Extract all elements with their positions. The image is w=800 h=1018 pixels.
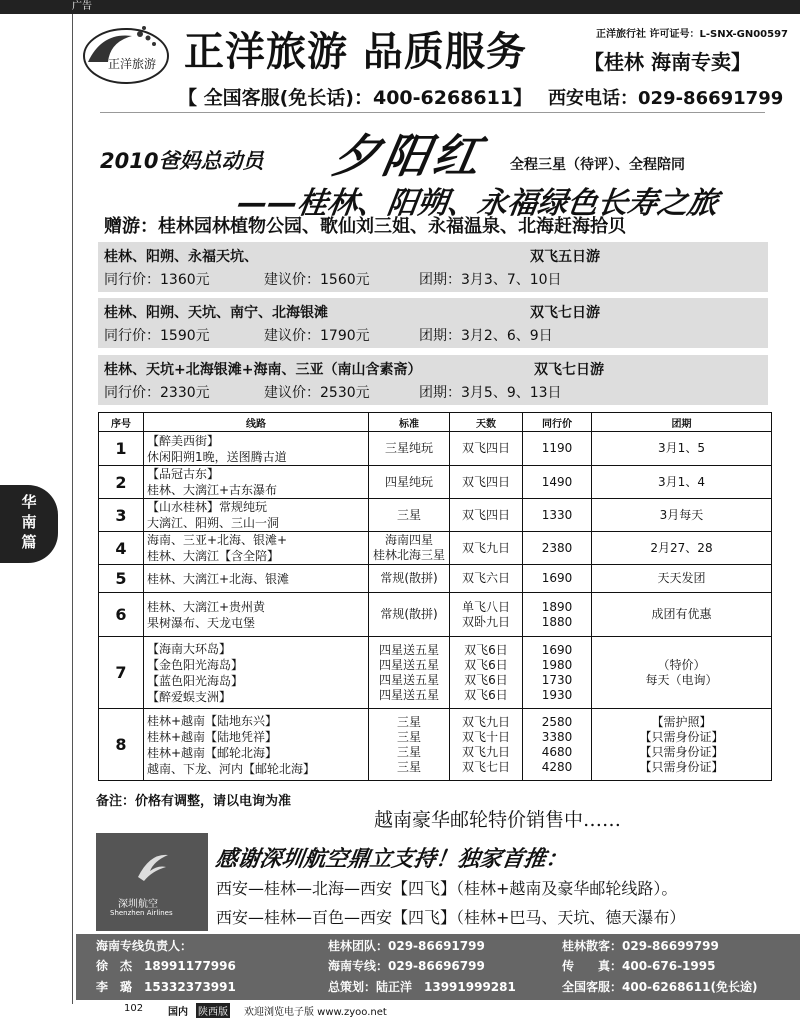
row-dates-line: （特价） [657,657,706,672]
airline-name-en: Shenzhen Airlines [110,909,173,917]
guilin-team-phone: 桂林团队：029-86691799 [328,939,485,953]
gift-line: 赠游：桂林园林植物公园、歌仙刘三姐、永福温泉、北海赶海拾贝 [104,216,626,237]
footer-site: 欢迎浏览电子版 www.zyoo.net [244,1007,387,1018]
promo-theme: ——桂林、阳朔、永福绿色长寿之旅 [235,186,720,221]
row-dates-line: 3月1、4 [658,474,705,489]
row-days [450,593,523,637]
row-price [523,637,592,709]
row-days-line: 双飞十日 [461,729,510,744]
row-days-line: 双飞九日 [461,540,510,555]
row-standard-line: 四星送五星 [378,642,439,657]
cruise-banner: 越南豪华邮轮特价销售中…… [374,809,622,831]
suggested-price: 建议价：2530元 [264,385,370,401]
xian-phone: 西安电话：029-86691799 [548,88,784,109]
suggested-price: 建议价：1560元 [264,272,370,288]
row-price-line: 3380 [541,729,573,744]
row-days [450,565,523,593]
contact-li: 李 璐 15332373991 [96,980,236,994]
row-price [523,499,592,532]
row-standard-line: 三星 [396,744,421,759]
row-route [144,499,369,532]
row-route [144,709,369,781]
package-route: 桂林、阳朔、天坑、南宁、北海银滩 [104,305,328,321]
row-standard-line: 四星纯玩 [384,474,433,489]
row-days [450,499,523,532]
row-price-line: 1490 [541,474,573,489]
row-standard-line: 桂林北海三星 [372,548,445,562]
row-standard [369,532,450,565]
row-price-line: 1730 [541,672,573,687]
row-dates [592,593,772,637]
row-price [523,432,592,466]
table-row [99,499,772,532]
fax-number: 传 真：400-676-1995 [562,959,716,973]
package-card [98,242,768,292]
row-price-line: 2580 [541,714,573,729]
row-standard-line: 三星 [396,714,421,729]
row-days [450,532,523,565]
logo-text: 正洋旅游 [107,57,157,71]
header-divider [100,112,765,113]
row-days-line: 双飞四日 [461,474,510,489]
row-dates-line: 【只需身份证】 [639,759,724,774]
row-standard-line: 海南四星 [384,533,433,547]
row-dates-line: 天天发团 [657,571,706,585]
airline-bird-icon [132,847,172,887]
row-route [144,565,369,593]
header-price: 同行价 [523,413,592,432]
row-standard-line: 常规(散拼) [380,607,438,621]
suggested-price: 建议价：1790元 [264,328,370,344]
national-service: 全国客服：400-6268611(免长途) [562,980,758,994]
row-dates-line: 3月1、5 [658,441,705,455]
header-index: 序号 [99,413,144,432]
row-days-line: 双飞七日 [461,759,510,774]
routes-table [98,412,772,781]
row-route-line: 桂林、大漓江+北海、银滩 [147,571,290,586]
row-standard [369,432,450,466]
row-price-line: 4280 [541,759,573,774]
airline-route-2: 西安—桂林—百色—西安【四飞】（桂林+巴马、天坑、德天瀑布） [216,908,686,927]
row-route-line: 桂林、大漓江+古东瀑布 [147,483,278,497]
row-index: 7 [99,637,144,709]
package-card [98,298,768,348]
row-route-line: 桂林+越南【陆地凭祥】 [147,729,278,744]
row-days-line: 双卧九日 [461,614,510,629]
row-index: 3 [99,499,144,532]
row-price-line: 2380 [541,540,573,555]
row-dates-line: 2月27、28 [650,540,713,555]
package-card [98,355,768,405]
edition-badge: 陕西版 [196,1003,230,1018]
row-dates [592,432,772,466]
contact-xu: 徐 杰 18991177996 [96,959,236,973]
row-route [144,466,369,499]
row-dates [592,637,772,709]
page-footer [72,1001,800,1018]
tour-dates: 团期：3月5、9、13日 [419,385,562,401]
row-dates [592,532,772,565]
row-days-line: 单飞八日 [461,599,510,614]
promo-title: 2010爸妈总动员 [100,149,264,173]
row-dates-line: 3月每天 [659,507,704,522]
row-standard [369,593,450,637]
row-standard-line: 四星送五星 [378,657,439,672]
row-price-line: 1690 [541,571,573,585]
side-tab: 华南篇 [0,485,58,563]
row-standard [369,499,450,532]
row-standard [369,466,450,499]
peer-price: 同行价：2330元 [104,385,210,401]
row-route-line: 【海南大环岛】 [147,641,232,656]
row-route [144,432,369,466]
row-route-line: 【醉美西街】 [147,433,220,448]
row-index: 6 [99,593,144,637]
row-days-line: 双飞6日 [464,687,508,702]
peer-price: 同行价：1360元 [104,272,210,288]
table-row [99,432,772,466]
row-price-line: 1690 [541,642,573,657]
page-number: 102 [124,1003,144,1014]
row-price [523,466,592,499]
row-price [523,709,592,781]
header-days: 天数 [450,413,523,432]
row-standard [369,637,450,709]
airline-name-cn: 深圳航空 [118,899,158,910]
row-days-line: 双飞四日 [461,507,510,522]
contact-panel [76,934,800,1000]
row-price [523,532,592,565]
header-standard: 标准 [369,413,450,432]
row-days-line: 双飞九日 [461,744,510,759]
tour-dates: 团期：3月3、7、10日 [419,272,562,288]
airline-thanks: 感谢深圳航空鼎立支持！独家首推： [213,847,570,872]
row-days-line: 双飞6日 [464,642,508,657]
row-days-line: 双飞四日 [461,441,510,455]
row-days [450,709,523,781]
row-dates [592,499,772,532]
region-label: 【桂林 海南专卖】 [584,50,751,74]
company-slogan: 正洋旅游 品质服务 [184,29,527,75]
row-standard-line: 四星送五星 [378,672,439,687]
row-dates-line: 【只需身份证】 [639,729,724,744]
row-price-line: 1930 [541,687,573,702]
footer-section: 国内 [168,1007,188,1018]
row-days-line: 双飞六日 [461,571,510,585]
row-standard-line: 常规(散拼) [380,571,438,585]
table-row [99,532,772,565]
promo-script-title: 夕阳红 [328,129,489,183]
row-standard-line: 三星纯玩 [384,441,433,455]
guilin-scatter-phone: 桂林散客：029-86699799 [562,939,719,953]
row-dates-line: 成团有优惠 [651,607,712,621]
price-note: 备注：价格有调整，请以电询为准 [96,794,292,809]
package-route: 桂林、天坑+北海银滩+海南、三亚（南山含素斋） [104,362,422,378]
row-route [144,593,369,637]
row-price [523,565,592,593]
row-days-line: 双飞6日 [464,672,508,687]
row-standard [369,709,450,781]
row-index: 1 [99,432,144,466]
airline-route-1: 西安—桂林—北海—西安【四飞】（桂林+越南及豪华邮轮线路）。 [216,879,678,898]
row-dates [592,466,772,499]
row-price-line: 1330 [541,507,573,522]
row-standard [369,565,450,593]
row-index: 5 [99,565,144,593]
row-price-line: 1980 [541,657,573,672]
row-days [450,637,523,709]
row-route-line: 海南、三亚+北海、银滩+ [147,533,288,547]
planner-contact: 总策划：陆正洋 13991999281 [328,980,516,994]
row-route-line: 【蓝色阳光海岛】 [147,673,244,688]
row-route-line: 【金色阳光海岛】 [147,657,244,672]
row-price-line: 1190 [541,441,573,455]
row-standard-line: 三星 [396,759,421,774]
package-tour: 双飞七日游 [534,362,604,378]
package-tour: 双飞五日游 [530,249,600,265]
ad-tag: 广告 [0,0,800,14]
row-route-line: 桂林、大漓江【含全陪】 [147,549,280,563]
table-row [99,466,772,499]
table-row [99,565,772,593]
row-index: 8 [99,709,144,781]
row-route-line: 桂林+越南【陆地东兴】 [147,713,278,728]
row-index: 2 [99,466,144,499]
header-route: 线路 [144,413,369,432]
row-route-line: 【山水桂林】常规纯玩 [147,500,268,514]
row-route-line: 【品冠古东】 [147,467,220,481]
table-row [99,593,772,637]
license-number: 正洋旅行社 许可证号：L-SNX-GN00597 [596,29,788,40]
row-dates-line: 每天（电询） [645,672,718,687]
row-days-line: 双飞九日 [461,714,510,729]
row-standard-line: 三星 [396,729,421,744]
row-price [523,593,592,637]
row-route-line: 桂林+越南【邮轮北海】 [147,745,278,760]
row-route-line: 果树瀑布、天龙屯堡 [147,615,256,630]
row-route [144,637,369,709]
row-route-line: 大漓江、阳朔、三山一洞 [147,516,280,530]
package-route: 桂林、阳朔、永福天坑、 [104,249,258,265]
table-header-row [99,413,772,432]
row-price-line: 4680 [541,744,573,759]
grade-note: 全程三星（待评）、全程陪同 [510,157,685,173]
row-days [450,466,523,499]
row-days-line: 双飞6日 [464,657,508,672]
row-days [450,432,523,466]
airline-logo [96,833,208,931]
company-logo-icon [80,22,172,86]
package-tour: 双飞七日游 [530,305,600,321]
row-route-line: 【醉爱蜈支洲】 [147,689,232,704]
hainan-lead: 海南专线负责人： [96,939,193,953]
row-dates-line: 【需护照】 [651,714,712,729]
row-index: 4 [99,532,144,565]
row-standard-line: 四星送五星 [378,687,439,702]
row-dates [592,709,772,781]
row-price-line: 1890 [541,599,573,614]
row-dates [592,565,772,593]
row-route-line: 桂林、大漓江+贵州黄 [147,599,266,614]
row-price-line: 1880 [541,614,573,629]
tour-dates: 团期：3月2、6、9日 [419,328,553,344]
row-route-line: 休闲阳朔1晚，送图腾古道 [147,449,287,464]
peer-price: 同行价：1590元 [104,328,210,344]
row-route [144,532,369,565]
header-dates: 团期 [592,413,772,432]
table-row [99,709,772,781]
hainan-line-phone: 海南专线：029-86696799 [328,959,485,973]
row-standard-line: 三星 [396,507,421,522]
row-route-line: 越南、下龙、河内【邮轮北海】 [147,761,316,776]
table-row [99,637,772,709]
national-hotline: 【 全国客服(免长话)：400-6268611】 [178,87,533,109]
row-dates-line: 【只需身份证】 [639,744,724,759]
